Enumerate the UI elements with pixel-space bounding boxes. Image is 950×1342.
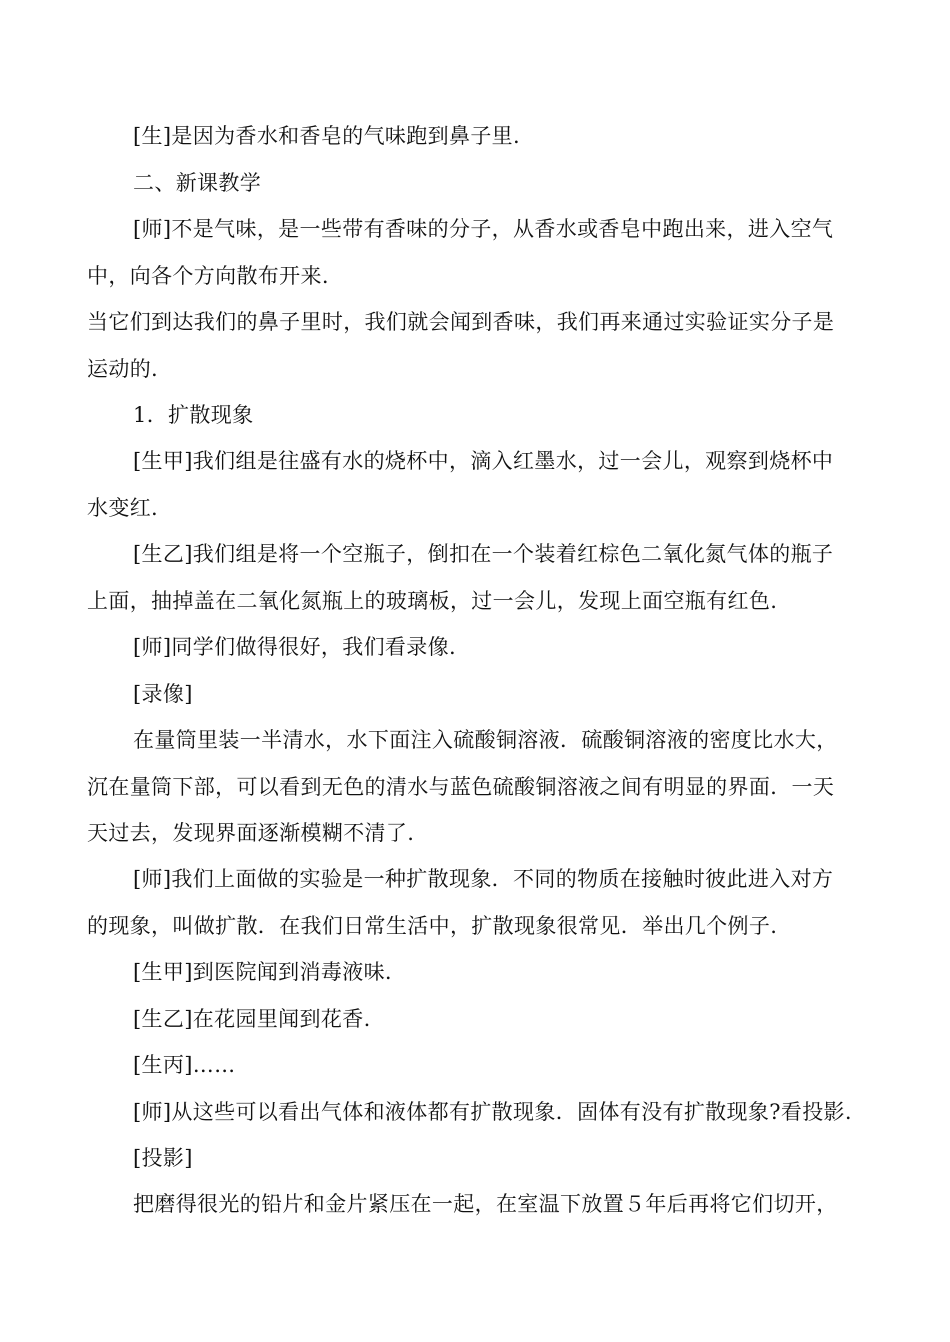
paragraph-line: [生甲]我们组是往盛有水的烧杯中，滴入红墨水，过一会儿，观察到烧杯中 <box>133 449 834 473</box>
paragraph-line: [师]从这些可以看出气体和液体都有扩散现象．固体有没有扩散现象?看投影. <box>133 1100 852 1124</box>
paragraph-line: [生甲]到医院闻到消毒液味. <box>133 960 392 984</box>
paragraph-line: 中，向各个方向散布开来. <box>87 264 329 288</box>
paragraph-line: [生乙]在花园里闻到花香. <box>133 1007 371 1031</box>
paragraph-line: [生乙]我们组是将一个空瓶子，倒扣在一个装着红棕色二氧化氮气体的瓶子 <box>133 542 834 566</box>
paragraph-line: [投影] <box>133 1146 193 1170</box>
paragraph-line: [师]我们上面做的实验是一种扩散现象．不同的物质在接触时彼此进入对方 <box>133 867 834 891</box>
paragraph-line: 把磨得很光的铅片和金片紧压在一起，在室温下放置５年后再将它们切开， <box>133 1192 838 1216</box>
paragraph-line: 沉在量筒下部，可以看到无色的清水与蓝色硫酸铜溶液之间有明显的界面．一天 <box>87 775 835 799</box>
paragraph-line: 的现象，叫做扩散．在我们日常生活中，扩散现象很常见．举出几个例子. <box>87 914 778 938</box>
paragraph-line: 水变红. <box>87 496 159 520</box>
paragraph-line: 上面，抽掉盖在二氧化氮瓶上的玻璃板，过一会儿，发现上面空瓶有红色. <box>87 589 778 613</box>
paragraph-line: [师]同学们做得很好，我们看录像. <box>133 635 457 659</box>
paragraph-line: [录像] <box>133 682 193 706</box>
paragraph-line: 当它们到达我们的鼻子里时，我们就会闻到香味，我们再来通过实验证实分子是 <box>87 310 835 334</box>
paragraph-line: [师]不是气味，是一些带有香味的分子，从香水或香皂中跑出来，进入空气 <box>133 217 834 241</box>
paragraph-line: [生丙]…… <box>133 1053 236 1077</box>
section-heading: 二、新课教学 <box>133 171 262 195</box>
subsection-heading: 1．扩散现象 <box>133 403 254 427</box>
paragraph-line: 天过去，发现界面逐渐模糊不清了. <box>87 821 415 845</box>
paragraph-line: [生]是因为香水和香皂的气味跑到鼻子里. <box>133 124 521 148</box>
paragraph-line: 在量筒里装一半清水，水下面注入硫酸铜溶液．硫酸铜溶液的密度比水大， <box>133 728 838 752</box>
paragraph-line: 运动的. <box>87 357 159 381</box>
